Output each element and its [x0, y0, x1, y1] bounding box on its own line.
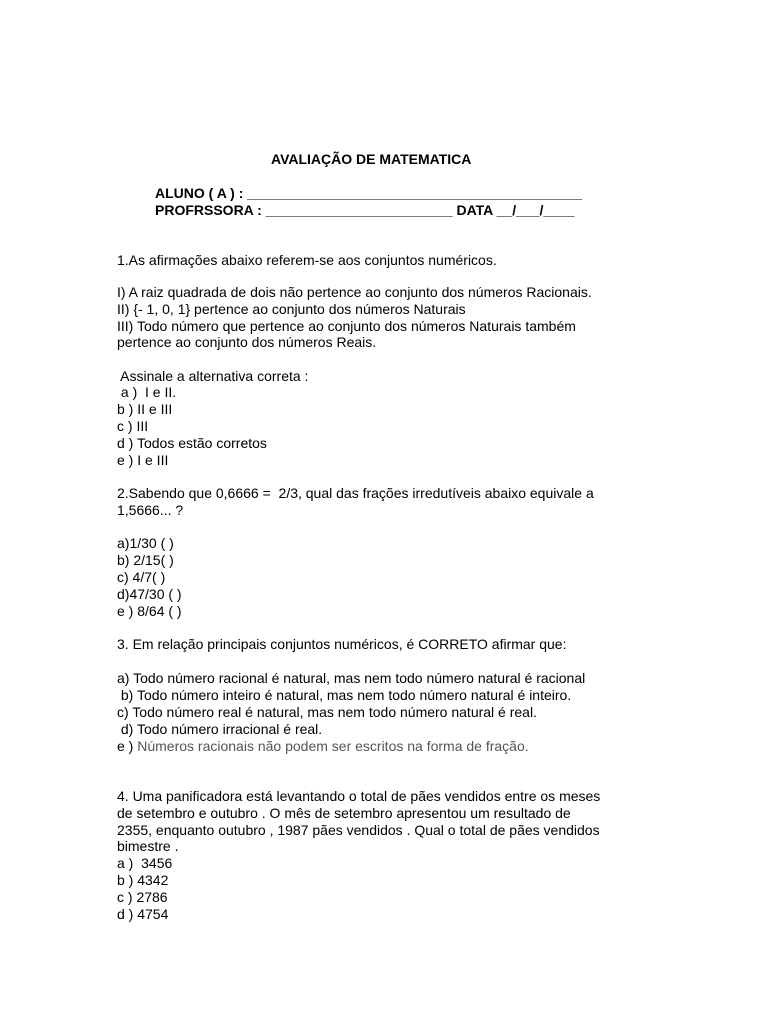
q4-statement-cont-2: 2355, enquanto outubro , 1987 pães vendidos . Qual o total de pães vendidos	[117, 822, 600, 838]
q4-option-a: a ) 3456	[117, 855, 173, 871]
q2-option-c: c) 4/7( )	[117, 569, 166, 585]
q2-option-b: b) 2/15( )	[117, 552, 174, 568]
q1-option-c: c ) III	[117, 418, 149, 434]
q1-statement-3: III) Todo número que pertence ao conjunto dos números Naturais também	[117, 318, 576, 334]
q3-option-c: c) Todo número real é natural, mas nem todo número natural é real.	[117, 704, 537, 720]
q1-intro: 1.As afirmações abaixo referem-se aos conjuntos numéricos.	[117, 252, 497, 268]
q4-option-b: b ) 4342	[117, 872, 169, 888]
q4-statement: 4. Uma panificadora está levantando o total de pães vendidos entre os meses	[117, 788, 601, 804]
q3-statement: 3. Em relação principais conjuntos numéricos, é CORRETO afirmar que:	[117, 636, 567, 652]
q4-statement-cont-3: bimestre .	[117, 838, 179, 854]
q1-statement-3-cont: pertence ao conjunto dos números Reais.	[117, 334, 377, 350]
q2-option-d: d)47/30 ( )	[117, 586, 182, 602]
q3-option-e	[117, 738, 529, 755]
q4-option-c: c ) 2786	[117, 889, 168, 905]
q3-option-e-prefix: e )	[117, 738, 138, 754]
q1-option-a: a ) I e II.	[117, 384, 177, 400]
q1-statement-1: I) A raiz quadrada de dois não pertence ao conjunto dos números Racionais.	[117, 284, 592, 300]
q4-statement-cont-1: de setembro e outubro . O mês de setembro apresentou um resultado de	[117, 805, 571, 821]
q1-option-b: b ) II e III	[117, 401, 173, 417]
student-name-field: ALUNO ( A ) : ___________________________________________	[155, 185, 583, 201]
q2-statement-cont: 1,5666... ?	[117, 502, 184, 518]
q1-prompt: Assinale a alternativa correta :	[117, 368, 309, 384]
q3-option-d: d) Todo número irracional é real.	[117, 721, 323, 737]
q2-statement: 2.Sabendo que 0,6666 = 2/3, qual das frações irredutíveis abaixo equivale a	[117, 485, 594, 501]
q2-option-a: a)1/30 ( )	[117, 535, 174, 551]
q1-option-d: d ) Todos estão corretos	[117, 435, 267, 451]
teacher-date-field: PROFRSSORA : ________________________ DATA __/___/____	[155, 202, 575, 218]
q1-statement-2: II) {- 1, 0, 1} pertence ao conjunto dos números Naturais	[117, 301, 466, 317]
exam-title: AVALIAÇÃO DE MATEMATICA	[271, 151, 472, 167]
q3-option-b: b) Todo número inteiro é natural, mas nem todo número natural é inteiro.	[117, 687, 572, 703]
q2-option-e: e ) 8/64 ( )	[117, 603, 182, 619]
q4-option-d: d ) 4754	[117, 906, 169, 922]
q3-option-e-text: Números racionais não podem ser escritos na forma de fração.	[137, 738, 529, 754]
q1-option-e: e ) I e III	[117, 452, 169, 468]
q3-option-a: a) Todo número racional é natural, mas nem todo número natural é racional	[117, 670, 586, 686]
